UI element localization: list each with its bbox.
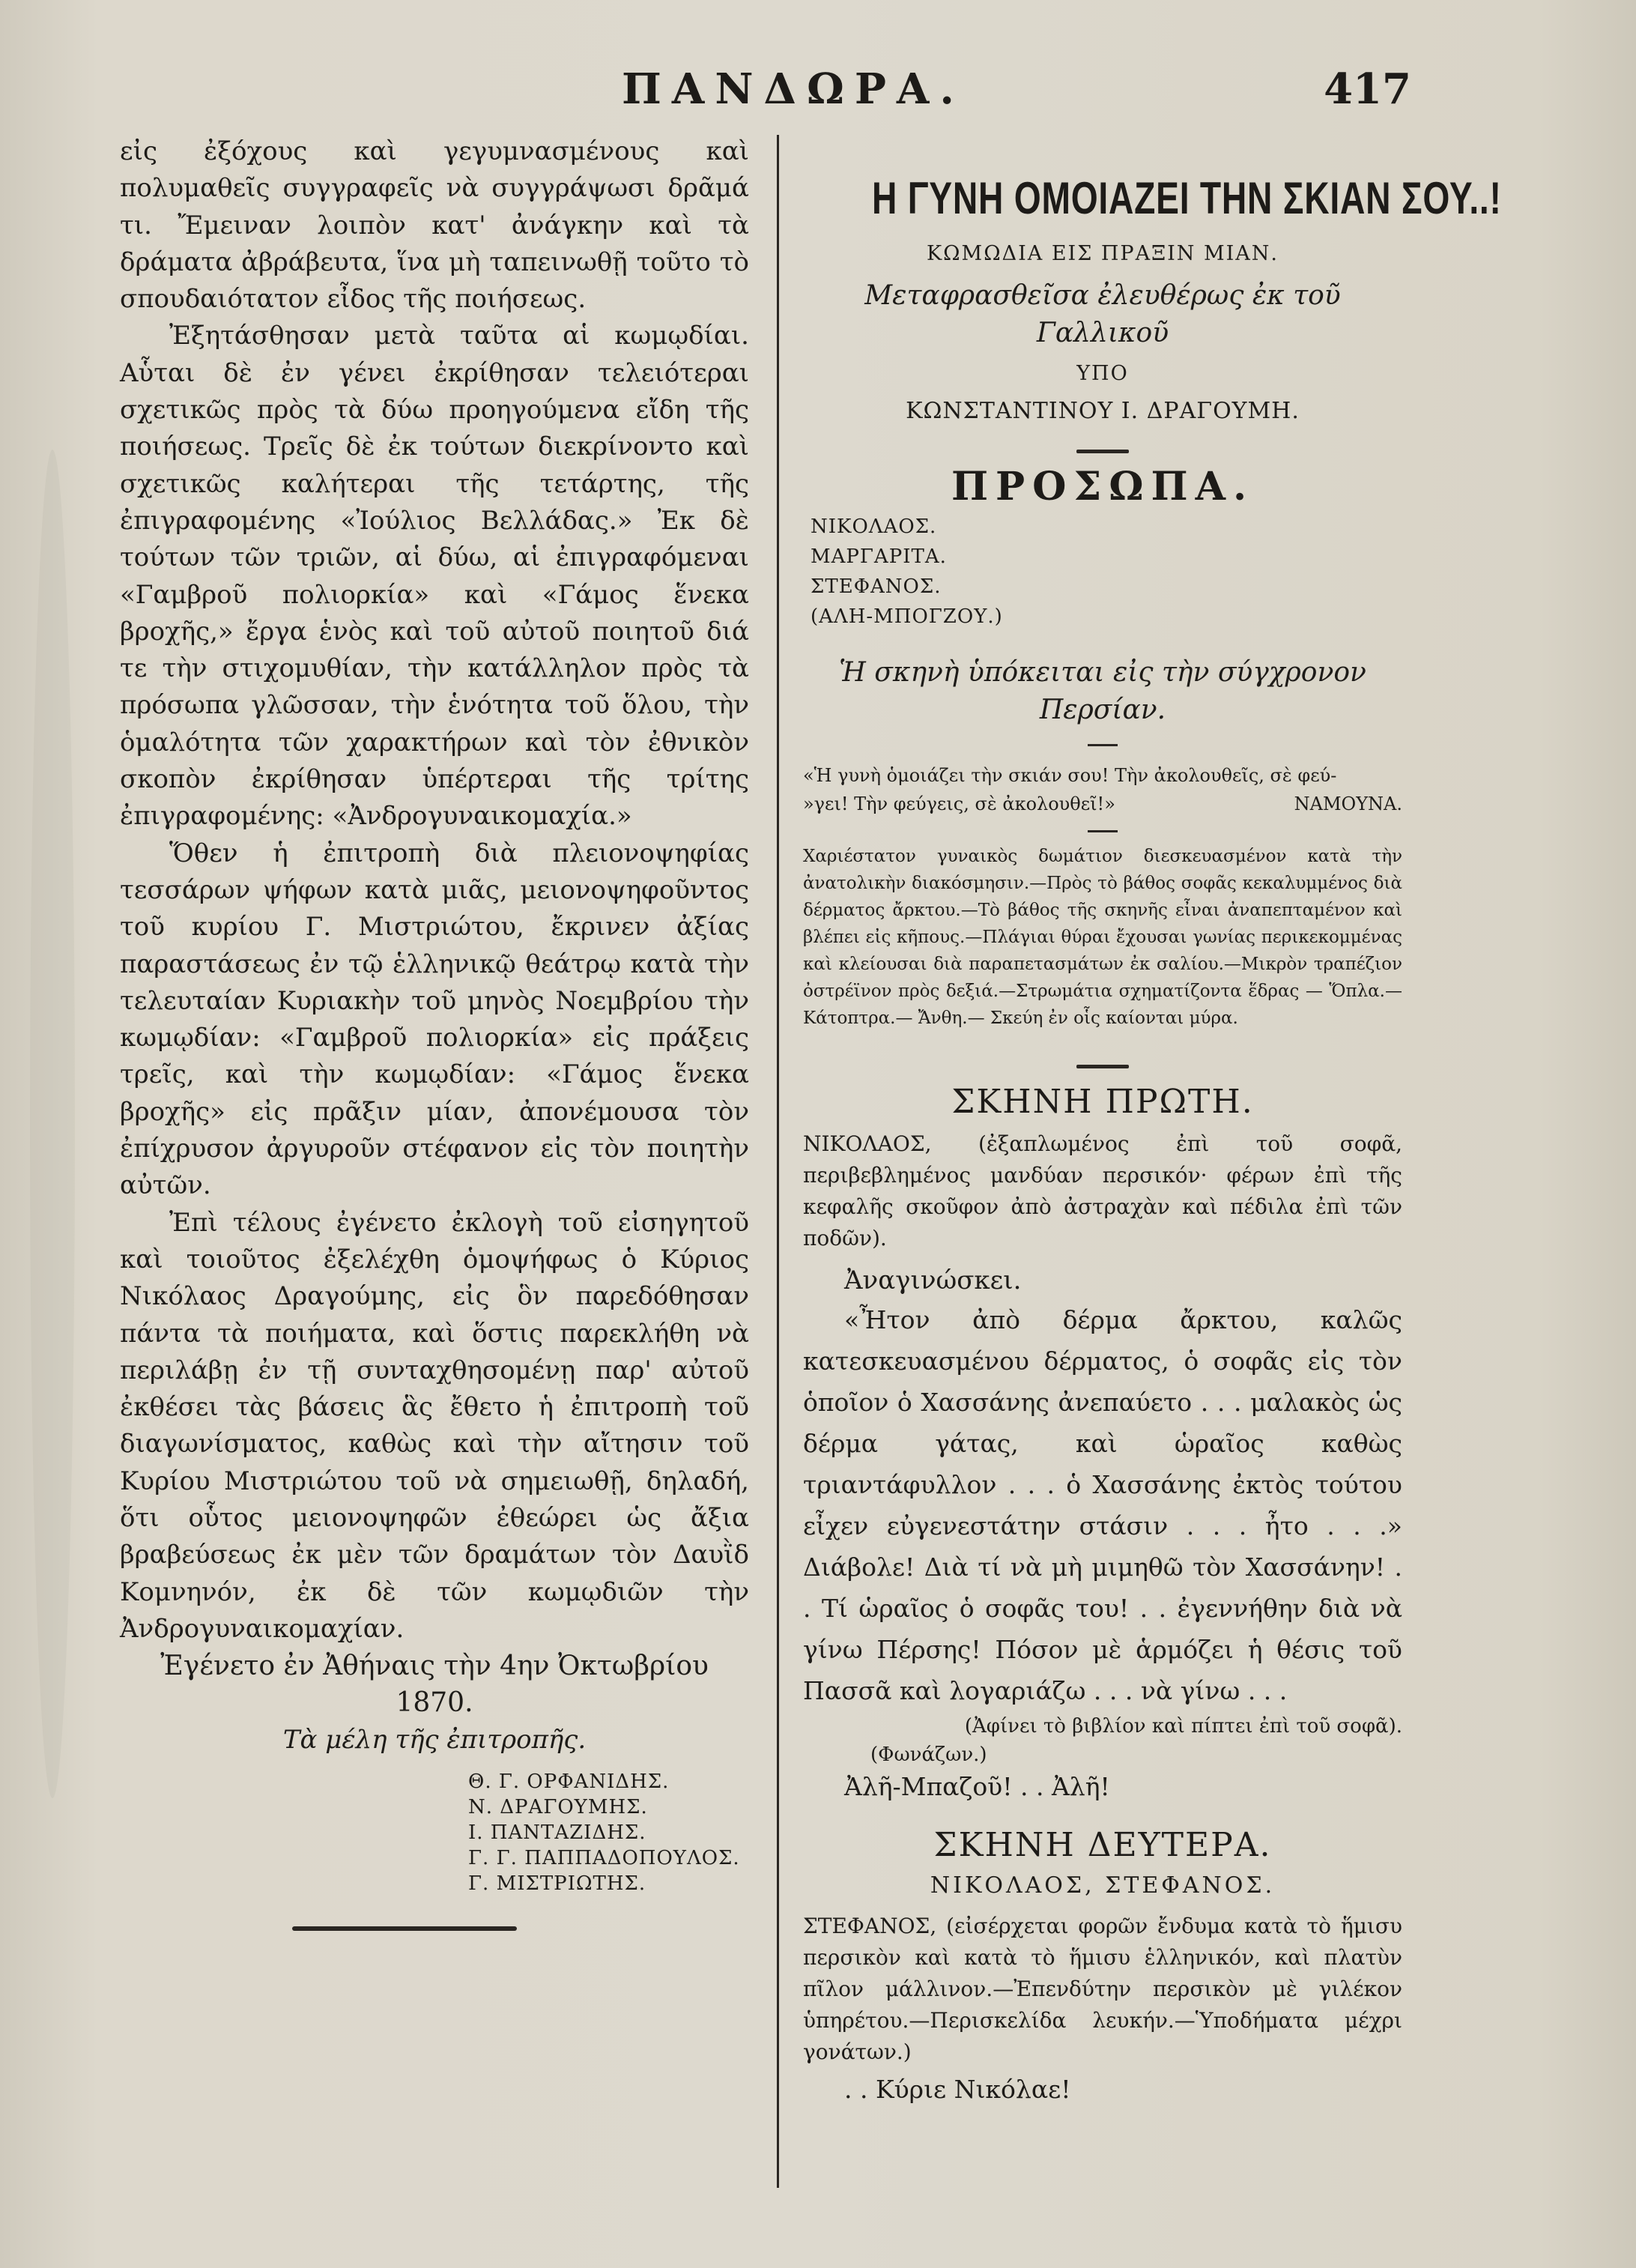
scene-one-call: Ἀλῆ-Μπαζοῦ! . . Ἀλῆ! xyxy=(844,1772,1110,1801)
epigraph-line-two xyxy=(803,790,1402,818)
running-head xyxy=(0,64,1636,124)
scene-two-direction: ΣΤΕΦΑΝΟΣ, (εἰσέρχεται φορῶν ἔνδυμα κατὰ τὸ ἥμισυ περσικὸν καὶ κατὰ τὸ ἥμισυ ἑλληνικόν, καὶ πλατὺν πῖλον μάλλινον.—Ἐπενδύτην περσικὸν μὲ γιλέκον ὑπηρέτου.—Περισκελίδα λευκήν.—Ὑποδήματα μέχρι γονάτων.) xyxy=(803,1914,1402,2064)
ornament-rule xyxy=(1076,1065,1129,1068)
ornament-rule xyxy=(1076,450,1129,453)
paragraph: εἰς ἐξόχους καὶ γεγυμνασμένους καὶ πολυμαθεῖς συγγραφεῖς νὰ συγγράψωσι δρᾶμά τι. Ἔμειναν λοιπὸν κατ' ἀνάγκην καὶ τὰ δράματα ἀβράβευτα, ἵνα μὴ ταπεινωθῇ τοῦτο τὸ σπουδαιότατον εἶδος τῆς ποιήσεως. xyxy=(120,136,749,315)
page-number: 417 xyxy=(1324,64,1411,114)
scene-one-heading: ΣΚΗΝΗ ΠΡΩΤΗ. xyxy=(951,1083,1254,1121)
signatory: Γ. Γ. ΠΑΠΠΑΔΟΠΟΥΛΟΣ. xyxy=(468,1847,740,1870)
decorative-rule xyxy=(292,1926,517,1931)
persons-list xyxy=(811,512,1402,632)
signatory: Ι. ΠΑΝΤΑΖΙΔΗΣ. xyxy=(468,1821,646,1845)
translation-note: Μεταφρασθεῖσα ἐλευθέρως ἐκ τοῦ Γαλλικοῦ xyxy=(864,280,1341,348)
stage-calling: (Φωνάζων.) xyxy=(870,1744,987,1766)
epigraph-source: ΝΑΜΟΥΝΑ. xyxy=(1294,793,1402,814)
report-date: Ἐγένετο ἐν Ἀθήναις τὴν 4ην Ὀκτωβρίου 1870. xyxy=(160,1651,709,1719)
signatory: Γ. ΜΙΣΤΡΙΩΤΗΣ. xyxy=(468,1872,646,1896)
signatory: Ν. ΔΡΑΓΟΥΜΗΣ. xyxy=(468,1796,648,1819)
paragraph: Ὅθεν ἡ ἐπιτροπὴ διὰ πλειονοψηφίας τεσσάρων ψήφων κατὰ μιᾶς, μειονοψηφοῦντος τοῦ κυρίου Γ. Μιστριώτου, ἔκρινεν ἀξίας παραστάσεως ἐν τῷ ἑλληνικῷ θεάτρῳ κατὰ τὴν τελευταίαν Κυριακὴν τοῦ μηνὸς Νοεμβρίου τὴν κωμῳδίαν: «Γαμβροῦ πολιορκία» εἰς πράξεις τρεῖς, καὶ τὴν κωμῳδίαν: «Γάμος ἕνεκα βροχῆς» εἰς πρᾶξιν μίαν, ἀπονέμουσα τὸν ἐπίχρυσον ἀργυροῦν στέφανον εἰς τὸν ποιητὴν αὐτῶν. xyxy=(120,838,749,1201)
epigraph-line: «Ἡ γυνὴ ὁμοιάζει τὴν σκιάν σου! Τὴν ἀκολουθεῖς, σὲ φεύ- xyxy=(803,765,1337,786)
journal-title: ΠΑΝΔΩΡΑ. xyxy=(622,64,965,114)
column-divider xyxy=(777,135,779,2188)
epigraph xyxy=(803,761,1402,818)
separator xyxy=(1088,744,1118,746)
persons-heading: ΠΡΟΣΩΠΑ. xyxy=(951,464,1255,509)
scene-two-speech: . . Κύριε Νικόλαε! xyxy=(844,2075,1071,2104)
play-title: Η ΓΥΝΗ ΟΜΟΙΑΖΕΙ ΤΗΝ ΣΚΙΑΝ ΣΟΥ..! xyxy=(872,173,1502,223)
author-name: ΚΩΝΣΤΑΝΤΙΝΟΥ Ι. ΔΡΑΓΟΥΜΗ. xyxy=(906,398,1300,424)
page-shadow xyxy=(30,450,75,1798)
setting-line: Ἡ σκηνὴ ὑπόκειται εἰς τὴν σύγχρονον Περσίαν. xyxy=(839,657,1366,725)
stage-description: Χαριέστατον γυναικὸς δωμάτιον διεσκευασμένον κατὰ τὴν ἀνατολικὴν διακόσμησιν.—Πρὸς τὸ βάθος σοφᾶς κεκαλυμμένος διὰ δέρματος ἄρκτου.—Τὸ βάθος τῆς σκηνῆς εἶναι ἀναπεπταμένον καὶ βλέπει εἰς κῆπους.—Πλάγιαι θύραι ἔχουσαι γωνίας περικεκομμένας καὶ κλείουσαι διὰ παραπετασμάτων ἐκ σαλίου.—Μικρὸν τραπέζιον ὀστρέϊνον πρὸς δεξιά.—Στρωμάτια σχηματίζοντα ἕδρας — Ὅπλα.— Κάτοπτρα.— Ἄνθη.— Σκεύη ἐν οἷς καίονται μύρα. xyxy=(803,847,1402,1028)
signatory: Θ. Γ. ΟΡΦΑΝΙΔΗΣ. xyxy=(468,1770,670,1794)
person: ΝΙΚΟΛΑΟΣ. xyxy=(811,515,937,538)
scene-two-persons: ΝΙΚΟΛΑΟΣ, ΣΤΕΦΑΝΟΣ. xyxy=(930,1872,1276,1899)
signatory-list xyxy=(468,1769,749,1896)
paragraph: Ἐξητάσθησαν μετὰ ταῦτα αἱ κωμῳδίαι. Αὗται δὲ ἐν γένει ἐκρίθησαν τελειότεραι σχετικῶς πρὸς τὰ δύω προηγούμενα εἴδη τῆς ποιήσεως. Τρεῖς δὲ ἐκ τούτων διεκρίνοντο καὶ σχετικῶς καλήτεραι τῆς τετάρτης, τῆς ἐπιγραφομένης «Ἰούλιος Βελλάδας.» Ἐκ δὲ τούτων τῶν τριῶν, αἱ δύω, αἱ ἐπιγραφόμεναι «Γαμβροῦ πολιορκία» καὶ «Γάμος ἕνεκα βροχῆς,» ἔργα ἑνὸς καὶ τοῦ αὐτοῦ ποιητοῦ διά τε τὴν στιχομυθίαν, τὴν κατάλληλον πρὸς τὰ πρόσωπα γλῶσσαν, τὴν ἑνότητα τοῦ ὅλου, τὴν ὁμαλότητα τῶν χαρακτήρων καὶ τὸν ἐθνικὸν σκοπὸν ἐκρίθησαν ὑπέρτεραι τῆς τρίτης ἐπιγραφομένης: «Ἀνδρογυναικομαχία.» xyxy=(120,321,749,832)
left-column xyxy=(120,133,749,1931)
stage-reads: Ἀναγινώσκει. xyxy=(844,1265,1022,1295)
separator xyxy=(1088,830,1118,832)
by-line: ΥΠΟ xyxy=(1076,362,1129,385)
stage-direction: (Ἀφίνει τὸ βιβλίον καὶ πίπτει ἐπὶ τοῦ σοφᾶ). xyxy=(964,1715,1402,1738)
scene-one-speech: «Ἦτον ἀπὸ δέρμα ἄρκτου, καλῶς κατεσκευασμένου δέρματος, ὁ σοφᾶς εἰς τὸν ὁποῖον ὁ Χασσάνης ἀνεπαύετο . . . μαλακὸς ὡς δέρμα γάτας, καὶ ὡραῖος καθὼς τριαντάφυλλον . . . ὁ Χασσάνης ἐκτὸς τούτου εἶχεν εὐγενεστάτην στάσιν . . . ἦτο . . .» Διάβολε! Διὰ τί νὰ μὴ μιμηθῶ τὸν Χασσάνην! . . Τί ὡραῖος ὁ σοφᾶς του! . . ἐγεννήθην διὰ νὰ γίνω Πέρσης! Πόσον μὲ ἁρμόζει ἡ θέσις τοῦ Πασσᾶ καὶ λογαριάζω . . . νὰ γίνω . . . xyxy=(803,1305,1402,1705)
scene-two-heading: ΣΚΗΝΗ ΔΕΥΤΕΡΑ. xyxy=(933,1826,1272,1864)
right-column xyxy=(803,172,1502,2108)
committee-title: Τὰ μέλη τῆς ἐπιτροπῆς. xyxy=(282,1724,587,1755)
epigraph-line: »γει! Τὴν φεύγεις, σὲ ἀκολουθεῖ!» xyxy=(803,793,1115,814)
scene-one-direction: ΝΙΚΟΛΑΟΣ, (ἐξαπλωμένος ἐπὶ τοῦ σοφᾶ, περιβεβλημένος μανδύαν περσικόν· φέρων ἐπὶ τῆς κεφαλῆς σκοῦφον ἀπὸ ἀστραχὰν καὶ πέδιλα ἐπὶ τῶν ποδῶν). xyxy=(803,1131,1402,1251)
person: ΣΤΕΦΑΝΟΣ. xyxy=(811,575,942,598)
play-subtitle: ΚΩΜΩΔΙΑ ΕΙΣ ΠΡΑΞΙΝ ΜΙΑΝ. xyxy=(927,242,1279,265)
paragraph: Ἐπὶ τέλους ἐγένετο ἐκλογὴ τοῦ εἰσηγητοῦ καὶ τοιοῦτος ἐξελέχθη ὁμοψήφως ὁ Κύριος Νικόλαος Δραγούμης, εἰς ὃν παρεδόθησαν πάντα τὰ ποιήματα, καὶ ὅστις παρεκλήθη νὰ περιλάβῃ ἐν τῇ συνταχθησομένῃ παρ' αὐτοῦ ἐκθέσει τὰς βάσεις ἃς ἔθετο ἡ ἐπιτροπὴ τοῦ διαγωνίσματος, καθὼς καὶ τὴν αἴτησιν τοῦ Κυρίου Μιστριώτου τοῦ νὰ σημειωθῇ, δηλαδή, ὅτι οὗτος μειονοψηφῶν ἐθεώρει ὡς ἄξια βραβεύσεως ἐκ μὲν τῶν δραμάτων τὸν Δαυῒδ Κομνηνόν, ἐκ δὲ τῶν κωμῳδιῶν τὴν Ἀνδρογυναικομαχίαν. xyxy=(120,1207,749,1644)
person: (ΑΛΗ-ΜΠΟΓΖΟΥ.) xyxy=(811,605,1003,628)
person: ΜΑΡΓΑΡΙΤΑ. xyxy=(811,545,947,568)
